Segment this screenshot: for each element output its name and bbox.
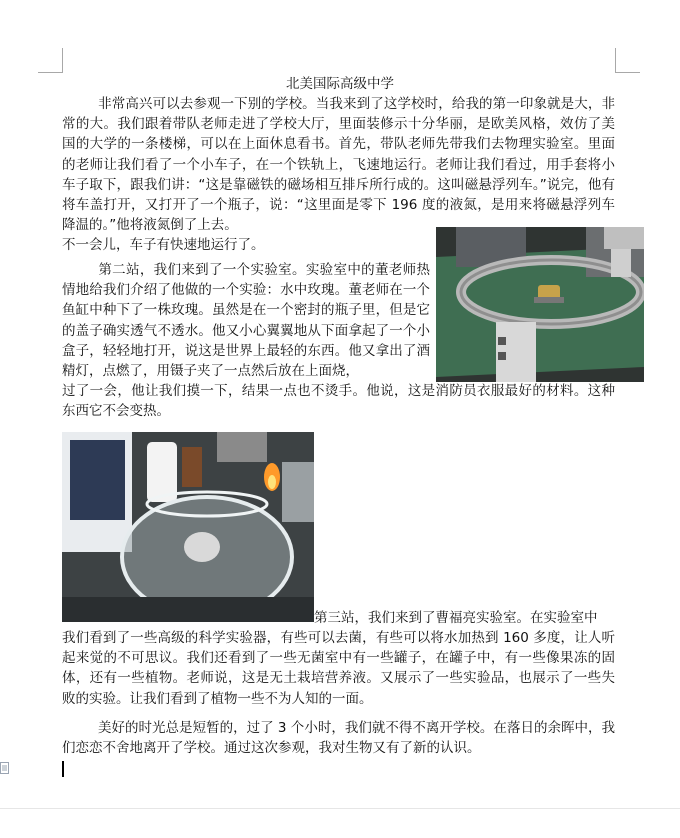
crop-mark-top-left xyxy=(38,48,63,73)
maglev-track-illustration xyxy=(436,227,644,382)
glass-fishbowl-lab-photo[interactable] xyxy=(62,432,314,622)
paragraph-1-body: 非常高兴可以去参观一下别的学校。当我来到了这学校时，给我的第一印象就是大，非常的大。我们跟着带队老师走进了学校大厅，里面装修示十分华丽，是欧美风格，效仿了美国的大学的一条楼梯，可以在上面休息看书。首先，带队老师先带我们去物理实验室。里面的老师让我们看了一个小车子，在一个铁轨上，飞速地运行。老师让我们看过，用手套将小车子取下，跟我们讲：“这是靠磁铁的磁场相互排斥所行成的。这叫磁悬浮列车。”说完，他有将车盖打开，又打开了一个瓶子，说：“这里面是零下 196 度的液氮，是用来将磁悬浮列车降温的。”他将液氮倒了上去。 xyxy=(62,96,615,234)
text-cursor xyxy=(62,761,64,777)
paragraph-2-tail: 过了一会，他让我们摸一下，结果一点也不烫手。他说，这是消防员衣服最好的材料。这种东西它不会变热。 xyxy=(62,383,615,420)
paragraph-3-body: 我们看到了一些高级的科学实验器，有些可以去菌，有些可以将水加热到 160 多度，让人听起来觉的不可思议。我们还看到了一些无菌室中有一些罐子，在罐子中，有一些像果冻的固体，还有一些植物。老师说，这是无土栽培营养液。又展示了一些实验品，也展示了一些失败的实验。让我们看到了植物一些不为人知的一面。 xyxy=(62,630,615,707)
paragraph-4[interactable] xyxy=(62,718,615,758)
maglev-track-photo[interactable] xyxy=(436,227,644,382)
paragraph-3[interactable] xyxy=(62,608,615,709)
document-title: 北美国际高级中学 xyxy=(286,76,394,92)
paragraph-4-body: 美好的时光总是短暂的，过了 3 个小时，我们就不得不离开学校。在落日的余晖中，我们恋恋不舍地离开了学校。通过这次参观，我对生物又有了新的认识。 xyxy=(62,720,615,757)
paragraph-1-tail: 不一会儿，车子有快速地运行了。 xyxy=(62,237,265,254)
page-bottom-divider xyxy=(0,808,680,809)
paragraph-3-inline: 第三站，我们来到了曹福亮实验室。在实验室中 xyxy=(314,610,598,626)
crop-mark-top-right xyxy=(615,48,640,73)
paragraph-2-body: 第二站，我们来到了一个实验室。实验室中的董老师热情地给我们介绍了他做的一个实验：水中玫瑰。董老师在一个鱼缸中种下了一株玫瑰。虽然是在一个密封的瓶子里，但是它的盖子确实透气不透水。他又小心翼翼地从下面拿起了一个小盒子，轻轻地打开，说这是世界上最轻的东西。他又拿出了酒精灯，点燃了，用镊子夹了一点然后放在上面烧， xyxy=(62,262,430,380)
paste-options-icon[interactable] xyxy=(0,762,10,774)
paragraph-2[interactable] xyxy=(62,260,615,422)
fishbowl-illustration xyxy=(62,432,314,622)
